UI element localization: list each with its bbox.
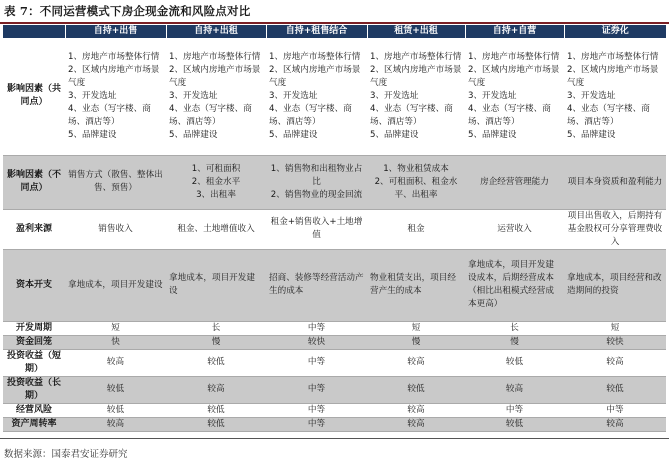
table-title: 表 7：不同运营模式下房企现金流和风险点对比 <box>4 4 251 18</box>
row-label: 投资收益（短期） <box>3 349 65 376</box>
table-cell: 1、销售物和出租物业占比 2、销售物业的现金回流 <box>266 155 367 209</box>
table-cell: 中等 <box>266 349 367 376</box>
table-cell: 1、物业租赁成本 2、可租面积、租金水平、出租率 <box>367 155 465 209</box>
source-note: 数据来源：国泰君安证券研究 <box>4 449 128 460</box>
table-cell: 1、房地产市场整体行情 2、区域内房地产市场景气度 3、开发选址 4、业态（写字楼、商场、酒店等） 5、品牌建设 <box>266 38 367 155</box>
row-label: 影响因素（共同点） <box>3 38 65 155</box>
table-cell: 拿地成本，项目经营和改造期间的投资 <box>564 249 666 321</box>
table-cell: 1、房地产市场整体行情 2、区域内房地产市场景气度 3、开发选址 4、业态（写字楼、商场、酒店等） 5、品牌建设 <box>367 38 465 155</box>
table-cell: 慢 <box>166 335 266 349</box>
row-label: 资本开支 <box>3 249 65 321</box>
table-cell: 拿地成本，项目开发建设成本，后期经营成本（相比出租模式经营成本更高） <box>465 249 564 321</box>
row-label: 开发周期 <box>3 321 65 335</box>
table-cell: 较高 <box>367 417 465 431</box>
table-cell: 较低 <box>564 376 666 403</box>
table-cell: 较快 <box>564 335 666 349</box>
table-cell: 1、可租面积 2、租金水平 3、出租率 <box>166 155 266 209</box>
table-cell: 中等 <box>266 321 367 335</box>
table-cell: 项目本身资质和盈利能力 <box>564 155 666 209</box>
table-cell: 拿地成本，项目开发建设 <box>166 249 266 321</box>
table-cell: 中等 <box>266 376 367 403</box>
title-bar <box>0 0 669 23</box>
table-cell: 销售收入 <box>65 209 166 249</box>
table-cell: 中等 <box>266 403 367 417</box>
common-factors-row <box>3 38 666 155</box>
long-term-return-row <box>3 376 666 403</box>
table-cell: 较高 <box>367 349 465 376</box>
table-cell: 运营收入 <box>465 209 564 249</box>
asset-turnover-row <box>3 417 666 431</box>
capital-return-row <box>3 335 666 349</box>
table-cell: 1、房地产市场整体行情 2、区域内房地产市场景气度 3、开发选址 4、业态（写字楼、商场、酒店等） 5、品牌建设 <box>166 38 266 155</box>
header-col-1: 自持+出售 <box>65 25 166 38</box>
header-col-5: 自持+自营 <box>465 25 564 38</box>
table-cell: 较低 <box>465 349 564 376</box>
table-cell: 长 <box>166 321 266 335</box>
table-cell: 短 <box>65 321 166 335</box>
table-cell: 短 <box>367 321 465 335</box>
table-cell: 销售方式（散售、整体出售、预售） <box>65 155 166 209</box>
table-cell: 较高 <box>166 376 266 403</box>
row-label: 影响因素（不同点） <box>3 155 65 209</box>
table-cell: 慢 <box>465 335 564 349</box>
table-cell: 较高 <box>564 349 666 376</box>
comparison-table <box>3 25 666 432</box>
row-label: 投资收益（长期） <box>3 376 65 403</box>
header-col-6: 证券化 <box>564 25 666 38</box>
table-cell: 长 <box>465 321 564 335</box>
header-corner <box>3 25 65 38</box>
header-col-3: 自持+租售结合 <box>266 25 367 38</box>
row-label: 经营风险 <box>3 403 65 417</box>
table-cell: 较高 <box>367 403 465 417</box>
table-cell: 较低 <box>367 376 465 403</box>
table-cell: 中等 <box>465 403 564 417</box>
table-cell: 较低 <box>166 349 266 376</box>
table-cell: 招商、装修等经营活动产生的成本 <box>266 249 367 321</box>
dev-cycle-row <box>3 321 666 335</box>
table-cell: 拿地成本，项目开发建设 <box>65 249 166 321</box>
different-factors-row <box>3 155 666 209</box>
title-divider <box>0 22 669 24</box>
table-cell: 较高 <box>65 349 166 376</box>
table-cell: 1、房地产市场整体行情 2、区域内房地产市场景气度 3、开发选址 4、业态（写字楼、商场、酒店等） 5、品牌建设 <box>65 38 166 155</box>
header-col-4: 租赁+出租 <box>367 25 465 38</box>
table-cell: 租金+销售收入+土地增值 <box>266 209 367 249</box>
table-cell: 中等 <box>564 403 666 417</box>
table-cell: 房企经营管理能力 <box>465 155 564 209</box>
header-col-2: 自持+出租 <box>166 25 266 38</box>
table-cell: 较低 <box>166 417 266 431</box>
table-cell: 租金 <box>367 209 465 249</box>
table-cell: 1、房地产市场整体行情 2、区域内房地产市场景气度 3、开发选址 4、业态（写字楼、商场、酒店等） 5、品牌建设 <box>564 38 666 155</box>
table-cell: 1、房地产市场整体行情 2、区域内房地产市场景气度 3、开发选址 4、业态（写字楼、商场、酒店等） 5、品牌建设 <box>465 38 564 155</box>
table-cell: 短 <box>564 321 666 335</box>
table-cell: 租金、土地增值收入 <box>166 209 266 249</box>
table-cell: 较低 <box>65 376 166 403</box>
row-label: 盈利来源 <box>3 209 65 249</box>
operating-risk-row <box>3 403 666 417</box>
source-divider <box>0 438 669 439</box>
table-cell: 较低 <box>65 403 166 417</box>
table-cell: 中等 <box>266 417 367 431</box>
table-cell: 较高 <box>465 376 564 403</box>
header-row <box>3 25 666 38</box>
row-label: 资金回笼 <box>3 335 65 349</box>
table-cell: 较低 <box>465 417 564 431</box>
capex-row <box>3 249 666 321</box>
profit-source-row <box>3 209 666 249</box>
short-term-return-row <box>3 349 666 376</box>
table-cell: 物业租赁支出，项目经营产生的成本 <box>367 249 465 321</box>
table-cell: 慢 <box>367 335 465 349</box>
table-cell: 较高 <box>564 417 666 431</box>
table-cell: 较快 <box>266 335 367 349</box>
table-cell: 快 <box>65 335 166 349</box>
table-cell: 较高 <box>65 417 166 431</box>
table-cell: 较低 <box>166 403 266 417</box>
row-label: 资产周转率 <box>3 417 65 431</box>
table-cell: 项目出售收入，后期持有基金股权可分享管理费收入 <box>564 209 666 249</box>
